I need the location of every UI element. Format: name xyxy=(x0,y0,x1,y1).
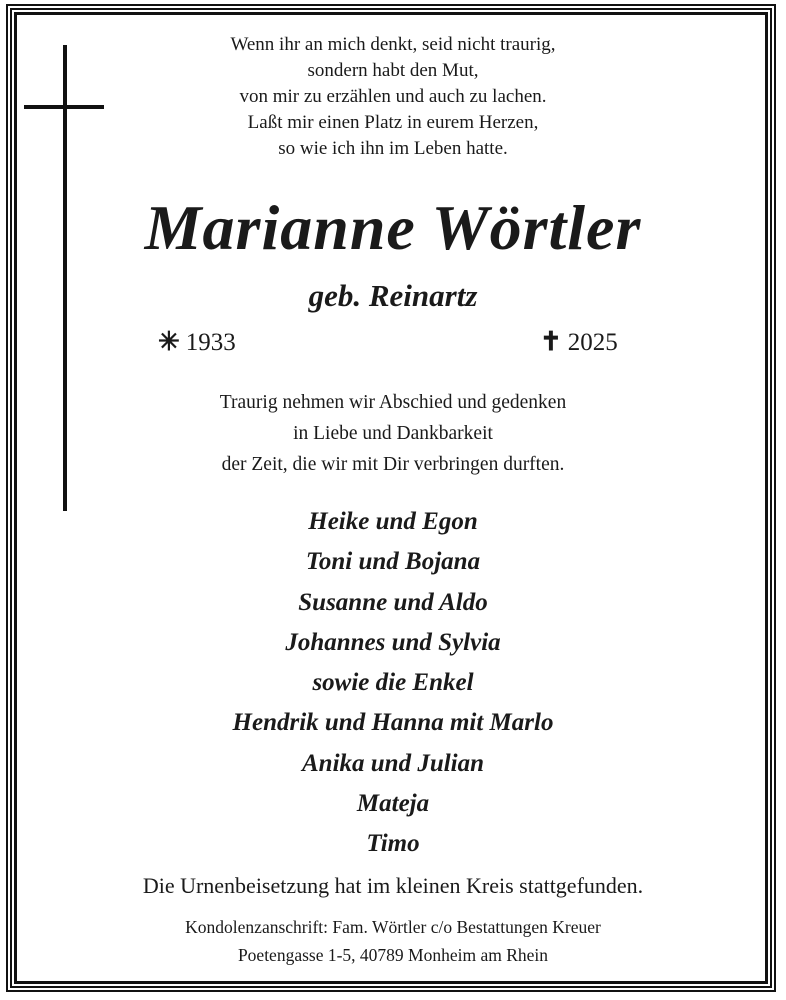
farewell-line: in Liebe und Dankbarkeit xyxy=(293,423,493,444)
family-member: Hendrik und Hanna mit Marlo xyxy=(232,709,554,737)
poem-line: sondern habt den Mut, xyxy=(307,60,479,81)
address-line: Poetengasse 1-5, 40789 Monheim am Rhein xyxy=(237,945,549,965)
family-list xyxy=(0,502,786,865)
maiden-name: geb. Reinartz xyxy=(308,278,478,313)
cross-icon: ✝ xyxy=(540,327,562,356)
condolence-address xyxy=(0,913,786,969)
poem-line: Wenn ihr an mich denkt, seid nicht traurig, xyxy=(230,34,556,55)
poem-line: von mir zu erzählen und auch zu lachen. xyxy=(239,86,547,107)
poem-line: so wie ich ihn im Leben hatte. xyxy=(278,138,508,159)
farewell-line: Traurig nehmen wir Abschied und gedenken xyxy=(219,392,567,413)
birth-date xyxy=(158,326,236,359)
farewell-text xyxy=(0,387,786,480)
birth-year: 1933 xyxy=(185,329,236,356)
family-member: Heike und Egon xyxy=(308,508,478,535)
farewell-line: der Zeit, die wir mit Dir verbringen durften. xyxy=(221,454,565,475)
family-member: Johannes und Sylvia xyxy=(285,628,501,656)
family-member: Susanne und Aldo xyxy=(298,588,488,616)
family-member: sowie die Enkel xyxy=(312,669,474,697)
burial-note: Die Urnenbeisetzung hat im kleinen Kreis stattgefunden. xyxy=(142,873,644,898)
poem xyxy=(0,32,786,162)
death-date xyxy=(540,326,618,359)
family-member: Timo xyxy=(366,830,420,858)
poem-line: Laßt mir einen Platz in eurem Herzen, xyxy=(247,112,539,133)
death-year: 2025 xyxy=(567,329,618,356)
address-line: Kondolenzanschrift: Fam. Wörtler c/o Bestattungen Kreuer xyxy=(185,917,601,937)
deceased-name: Marianne Wörtler xyxy=(144,192,642,263)
family-member: Anika und Julian xyxy=(301,749,485,777)
family-member: Mateja xyxy=(356,790,430,818)
family-member: Toni und Bojana xyxy=(305,548,481,576)
star-icon: ✳ xyxy=(158,327,180,356)
